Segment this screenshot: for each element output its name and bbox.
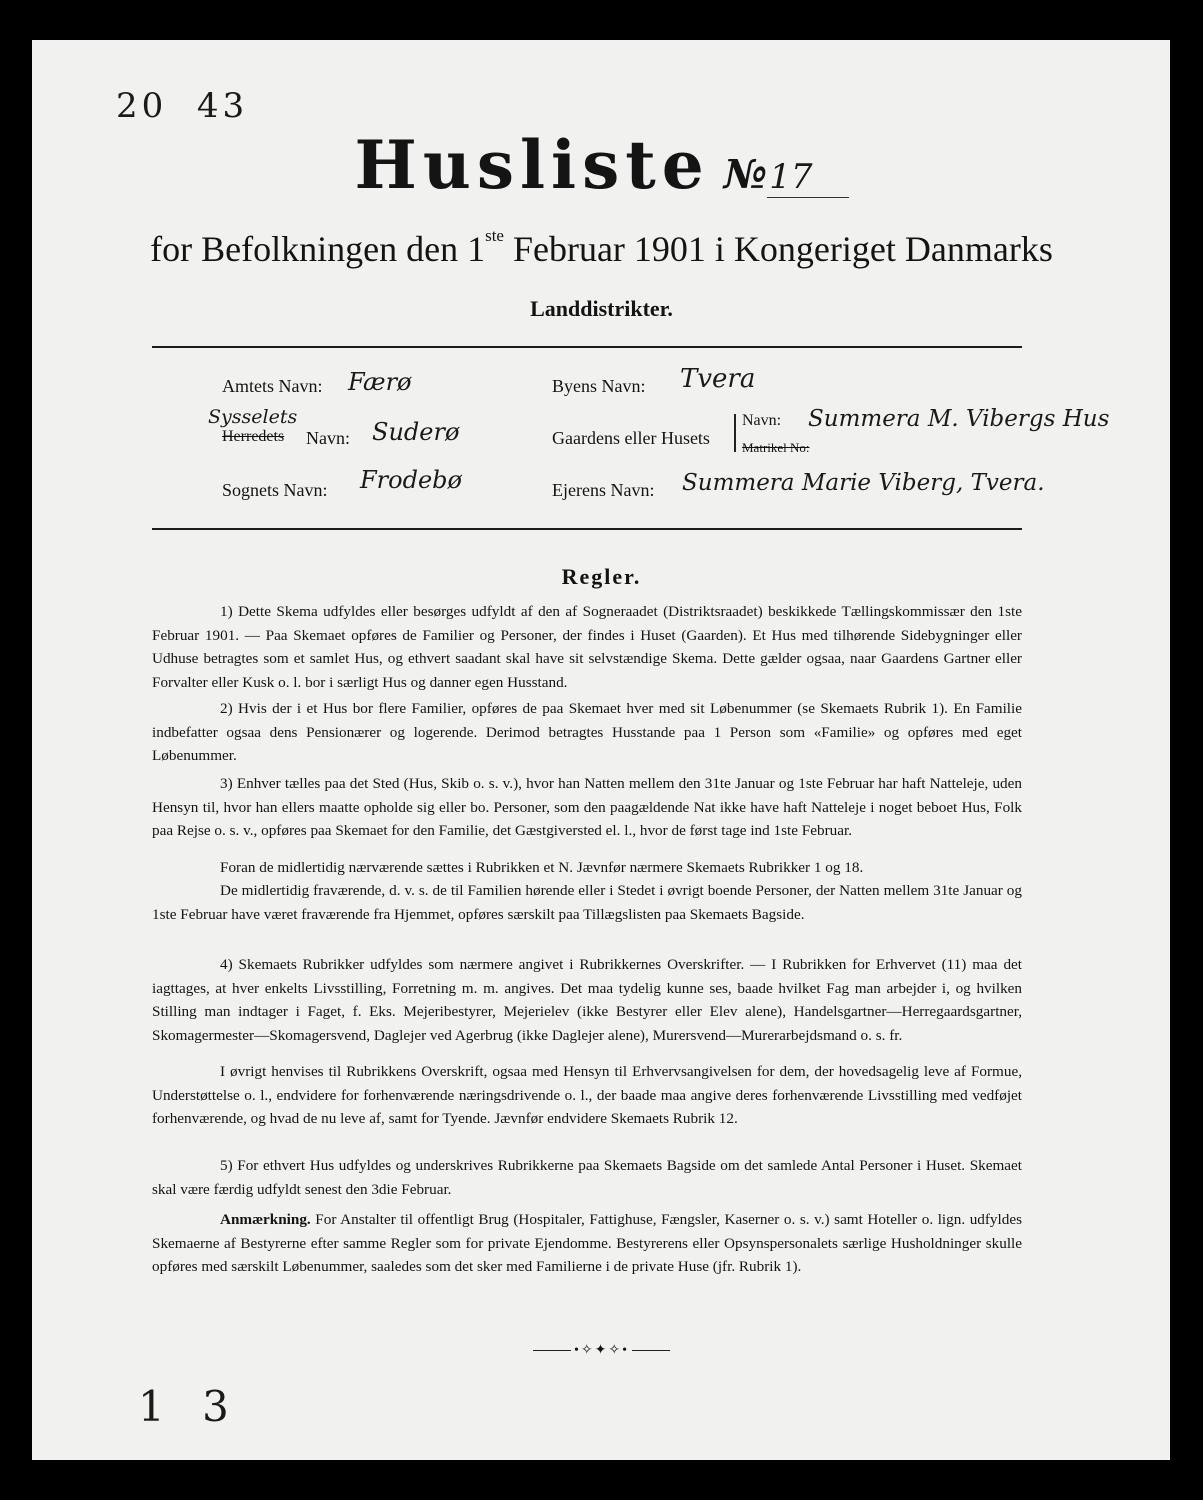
ejer-label: Ejerens Navn:	[552, 480, 655, 500]
rule-3-note-a	[152, 856, 1022, 880]
by-value: Tvera	[680, 364, 756, 394]
house-number: 17	[767, 157, 848, 198]
syssel-handwritten: Sysselets	[208, 406, 298, 428]
ornament-line-left	[533, 1350, 571, 1351]
annotation-note	[152, 1208, 1022, 1279]
subtitle-sup: ste	[485, 226, 504, 245]
rule-4b-text: I øvrigt henvises til Rubrikkens Overskrift, ogsaa med Hensyn til Erhvervsangivelsen for dem, der hovedsagelig leve af Formue, Understøttelse o. l., endvidere for forhenværende næringsdrivende o. l., der baade maa angive deres forhenværende Livsstilling med vedføjet forhenværende, og hvad de nu leve af, samt for Tyende. Jævnfør endvidere Skemaets Rubrik 12.	[152, 1063, 1022, 1127]
matrikel-struck-label: Matrikel No:	[742, 440, 810, 455]
gaard-label: Gaardens eller Husets	[552, 428, 710, 448]
subtitle-part-1: for Befolkningen den 1	[150, 229, 486, 269]
amt-value: Færø	[348, 368, 412, 396]
ejer-value: Summera Marie Viberg, Tvera.	[682, 470, 1045, 496]
rule-3c-text: De midlertidig fraværende, d. v. s. de til Familien hørende eller i Stedet i øvrigt boende Personer, der Natten mellem 31te Januar og 1ste Februar have været fraværende fra Hjemmet, opføres særskilt paa Tillægslisten paa Skemaets Bagside.	[152, 882, 1022, 923]
amt-label: Amtets Navn:	[222, 376, 323, 396]
rule-4-note	[152, 1060, 1022, 1131]
gaard-bracket	[734, 414, 736, 452]
form-title	[0, 126, 1203, 204]
rule-1-text: 1) Dette Skema udfyldes eller besørges udfyldt af den af Sogneraadet (Distriktsraadet) beskikkede Tællingskommissær den 1ste Februar 1901. — Paa Skemaet opføres de Familier og Personer, der findes i Huset (Gaarden). Et Hus med tilhørende Sidebygninger eller Udhuse betragtes som et samlet Hus, og ethvert saadant skal have sit selvstændige Skema. Dette gælder ogsaa, naar Gaardens Gartner eller Forvalter eller Kusk o. l. bor i særligt Hus og danner egen Husstand.	[152, 603, 1022, 691]
rule-3-text: 3) Enhver tælles paa det Sted (Hus, Skib o. s. v.), hvor han Natten mellem den 31te Januar og 1ste Februar har haft Natteleje, uden Hensyn til, hvor han ellers maatte opholde sig eller bo. Personer, som den paagældende Nat ikke have haft Natteleje i noget beboet Hus, Folk paa Rejse o. s. v., opføres paa Skemaet for den Familie, det Gæstgiversted el. l., hvor de først tage ind 1ste Februar.	[152, 775, 1022, 839]
bottom-divider	[152, 528, 1022, 530]
top-divider	[152, 346, 1022, 348]
gaard-navn-value: Summera M. Vibergs Hus	[808, 406, 1110, 432]
subtitle-part-2: Februar 1901 i Kongeriget Danmarks	[503, 229, 1053, 269]
sogn-value: Frodebø	[360, 466, 462, 494]
navn-sublabel: Navn:	[742, 412, 782, 429]
rule-3b-text: Foran de midlertidig nærværende sættes i Rubrikken et N. Jævnfør nærmere Skemaets Rubrikker 1 og 18.	[220, 859, 864, 876]
rule-3-note-b	[152, 879, 1022, 926]
form-subtitle	[0, 228, 1203, 270]
archive-ref-bottom: 1 3	[138, 1382, 241, 1431]
annotation-label: Anmærkning.	[220, 1211, 311, 1228]
rule-4	[152, 953, 1022, 1047]
number-label: №	[723, 151, 768, 198]
sogn-label: Sognets Navn:	[222, 480, 328, 500]
ornament-glyphs: •✧✦✧•	[574, 1343, 629, 1358]
title-text: Husliste	[354, 126, 710, 204]
herred-label: Navn:	[306, 428, 350, 448]
rules-heading: Regler.	[561, 564, 642, 589]
rule-3	[152, 772, 1022, 843]
closing-ornament	[0, 1342, 1203, 1359]
archive-ref-top: 20 43	[116, 86, 249, 126]
by-label: Byens Navn:	[552, 376, 646, 396]
rule-5-text: 5) For ethvert Hus udfyldes og underskrives Rubrikkerne paa Skemaets Bagside om det samlede Antal Personer i Huset. Skemaet skal være færdig udfyldt senest den 3die Februar.	[152, 1157, 1022, 1198]
annotation-text: For Anstalter til offentligt Brug (Hospitaler, Fattighuse, Fængsler, Kaserner o. s. v.) samt Hoteller o. lign. udfyldes Skemaerne af Bestyrerne efter samme Regler som for private Ejendomme. Bestyrerens eller Opsynspersonalets særlige Husholdninger skulle opføres med særskilt Løbenummer, saaledes som det sker med Familierne i de private Huse (jfr. Rubrik 1).	[152, 1211, 1022, 1275]
rule-4-text: 4) Skemaets Rubrikker udfyldes som nærmere angivet i Rubrikkernes Overskrifter. — I Rubrikken for Erhvervet (11) maa det iagttages, at hver enkelts Livsstilling, Forretning m. m. angives. Det maa tydelig kunne ses, baade hvilket Fag man arbejder i, og hvilken Stilling man indtager i Faget, f. Eks. Mejeribestyrer, Mejerielev (ikke Bestyrer eller Elev alene), Handelsgartner—Herregaardsgartner, Skomagermester—Skomagersvend, Daglejer ved Agerbrug (ikke Daglejer alene), Murersvend—Murerarbejdsmand o. s. fr.	[152, 956, 1022, 1044]
herred-value: Suderø	[372, 418, 460, 446]
rule-5	[152, 1154, 1022, 1201]
rule-2	[152, 697, 1022, 768]
herred-struck-label: Herredets	[222, 428, 285, 445]
rule-1	[152, 600, 1022, 694]
ornament-line-right	[632, 1350, 670, 1351]
rule-2-text: 2) Hvis der i et Hus bor flere Familier, opføres de paa Skemaet hver med sit Løbenummer (se Skemaets Rubrik 1). En Familie indbefatter ogsaa dens Pensionærer og logerende. Derimod betragtes Husstande paa 1 Person som «Familie» og opføres med eget Løbenummer.	[152, 700, 1022, 764]
district-heading: Landdistrikter.	[530, 296, 673, 321]
